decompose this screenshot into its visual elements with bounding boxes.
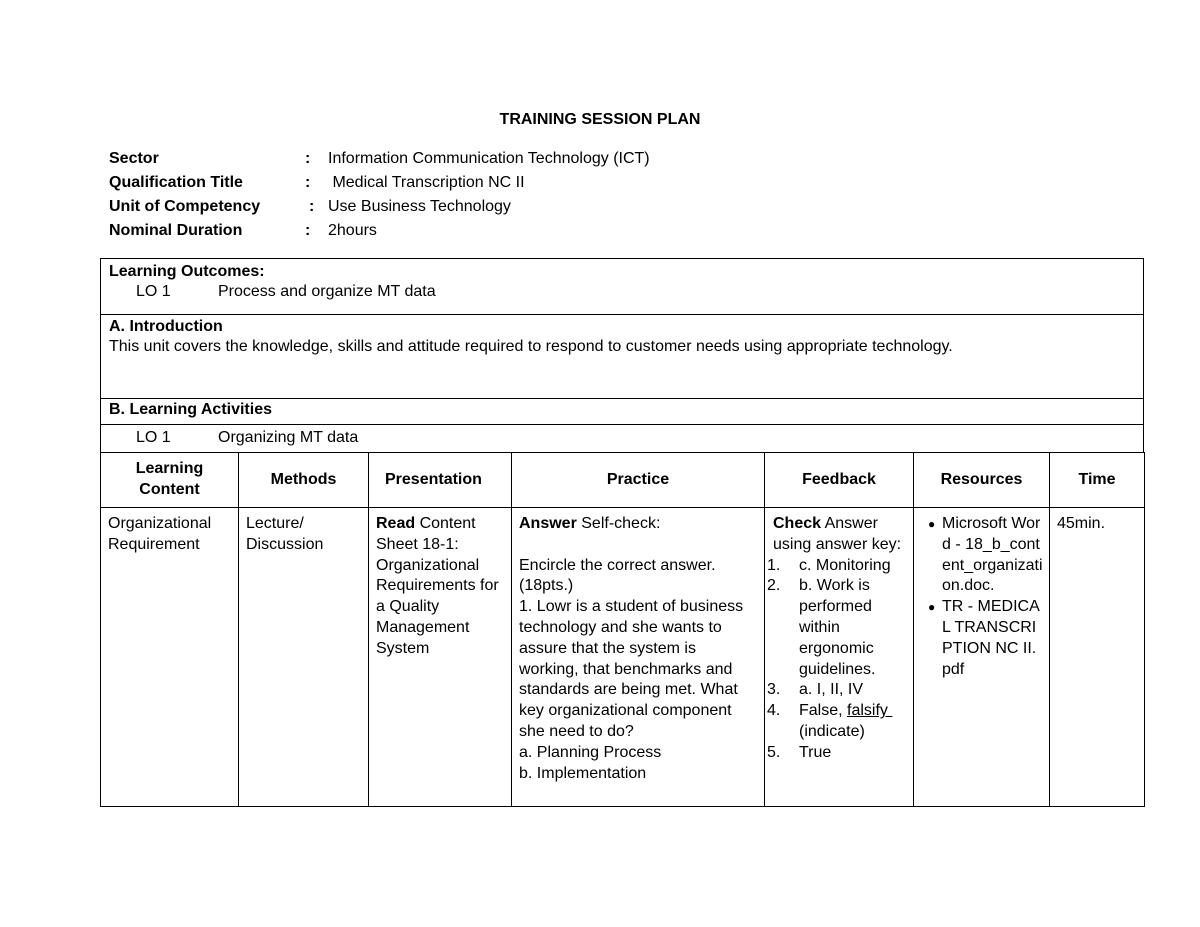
session-plan-table — [100, 452, 1145, 807]
header-resources: Resources — [914, 453, 1050, 508]
presentation-text: Content Sheet 18-1: Organizational Requirements for a Quality Management System — [376, 515, 499, 657]
introduction-text: This unit covers the knowledge, skills and attitude required to respond to customer needs using appropriate technology. — [109, 338, 953, 355]
meta-colon: : — [305, 150, 311, 167]
practice-text: Self-check: — [576, 515, 661, 532]
learning-content-text: Organizational Requirement — [108, 515, 212, 553]
cell-practice — [512, 508, 765, 807]
list-item: 4. False, falsify (indicate) — [767, 702, 893, 740]
feedback-text: Answer using answer key: — [773, 515, 902, 553]
header-practice: Practice — [512, 453, 765, 508]
practice-instruction: Encircle the correct answer. (18pts.) — [519, 556, 716, 595]
learning-outcomes-box — [100, 258, 1144, 315]
meta-colon: : — [305, 222, 311, 239]
table-row — [101, 508, 1145, 807]
meta-value: 2hours — [328, 222, 377, 239]
resources-list — [922, 514, 1043, 680]
meta-label: Qualification Title — [109, 174, 243, 191]
cell-learning-content — [101, 508, 239, 807]
meta-label: Sector — [109, 150, 159, 167]
table-header-row — [101, 453, 1145, 508]
list-item: 2. b. Work is performed within ergonomic guidelines. — [767, 577, 876, 678]
header-learning-content: Learning Content — [101, 453, 239, 508]
cell-presentation — [369, 508, 512, 807]
header-feedback: Feedback — [765, 453, 914, 508]
practice-question: 1. Lowr is a student of business technology and she wants to assure that the system is working, that benchmarks and standards are being met. What key organizational component she need to do? — [519, 598, 744, 740]
list-item: 5. True — [767, 743, 832, 761]
learning-outcomes-heading: Learning Outcomes: — [109, 263, 265, 280]
cell-time — [1050, 508, 1145, 807]
cell-resources — [914, 508, 1050, 807]
cell-feedback — [765, 508, 914, 807]
meta-value: Information Communication Technology (ICT) — [328, 150, 650, 167]
meta-value: Medical Transcription NC II — [328, 174, 525, 191]
lo-description: Organizing MT data — [218, 429, 359, 446]
time-text: 45min. — [1057, 515, 1106, 532]
document-title: TRAINING SESSION PLAN — [499, 111, 701, 128]
feedback-verb: Check — [773, 515, 822, 532]
lo-code: LO 1 — [136, 429, 171, 446]
learning-activities-box — [100, 398, 1144, 425]
lo-description: Process and organize MT data — [218, 283, 436, 300]
practice-option-a: a. Planning Process — [519, 743, 662, 761]
feedback-answer-list — [767, 556, 907, 764]
meta-colon: : — [309, 198, 315, 215]
meta-label: Unit of Competency — [109, 198, 261, 215]
header-presentation: Presentation — [369, 453, 512, 508]
list-item: 3. a. I, II, IV — [767, 681, 864, 699]
learning-activities-heading: B. Learning Activities — [109, 401, 272, 418]
meta-colon: : — [305, 174, 311, 191]
list-item: ● TR - MEDICAL TRANSCRIPTION NC II.pdf — [928, 598, 1040, 678]
meta-value: Use Business Technology — [328, 198, 511, 215]
learning-activity-lo-line — [101, 428, 1143, 448]
learning-outcome-line — [101, 282, 1143, 302]
introduction-heading: A. Introduction — [109, 318, 223, 335]
cell-methods — [239, 508, 369, 807]
practice-verb: Answer — [519, 515, 577, 532]
list-item: 1. c. Monitoring — [767, 556, 891, 574]
header-methods: Methods — [239, 453, 369, 508]
meta-label: Nominal Duration — [109, 222, 243, 239]
learning-activities-lo-box — [100, 424, 1144, 453]
lo-code: LO 1 — [136, 283, 171, 300]
presentation-verb: Read — [376, 515, 416, 532]
practice-option-b: b. Implementation — [519, 764, 647, 782]
methods-text: Lecture/ Discussion — [246, 515, 324, 553]
list-item: ● Microsoft Word - 18_b_content_organization.doc. — [928, 515, 1043, 595]
introduction-box — [100, 314, 1144, 399]
header-time: Time — [1050, 453, 1145, 508]
